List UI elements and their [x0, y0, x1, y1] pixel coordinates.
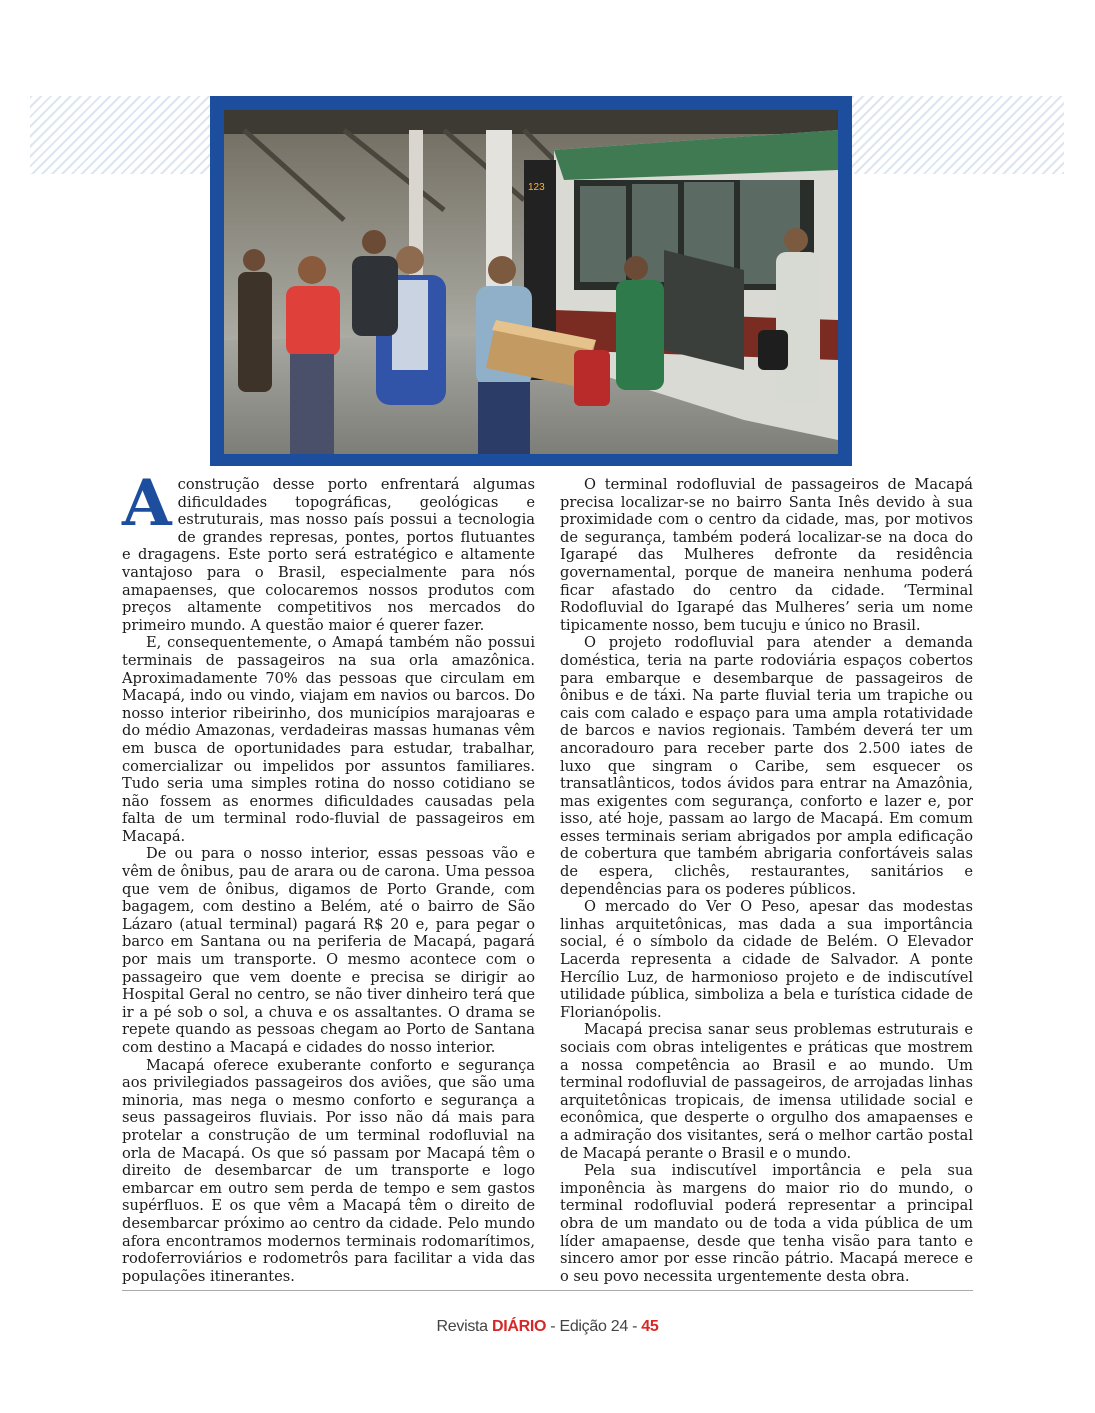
- footer-divider: [122, 1290, 973, 1291]
- footer-prefix: Revista: [436, 1318, 492, 1335]
- article-paragraph: Macapá precisa sanar seus problemas estruturais e sociais com obras inteligentes e práticas que mostrem a nossa competência ao Brasil e ao mundo. Um terminal rodofluvial de passageiros, de arrojadas linhas arquitetônicas tropicais, de imensa utilidade social e econômica, que desperte o orgulho dos amapaenses e a admiração dos visitantes, será o melhor cartão postal de Macapá perante o Brasil e o mundo.: [560, 1021, 973, 1162]
- decorative-stripes-left: [30, 96, 212, 174]
- article-paragraph: E, consequentemente, o Amapá também não possui terminais de passageiros na sua orla amazônica. Aproximadamente 70% das pessoas que circulam em Macapá, indo ou vindo, viajam em navios ou barcos. Do nosso interior ribeirinho, dos municípios marajoaras e do médio Amazonas, verdadeiras massas humanas vêm em busca de oportunidades para estudar, trabalhar, comercializar ou impelidos por assuntos familiares. Tudo seria uma simples rotina do nosso cotidiano se não fossem as enormes dificuldades causadas pela falta de um terminal rodo-fluvial de passageiros em Macapá.: [122, 634, 535, 845]
- article-photo: [224, 110, 838, 454]
- page-number: 45: [641, 1318, 659, 1335]
- article-paragraph: De ou para o nosso interior, essas pessoas vão e vêm de ônibus, pau de arara ou de carona. Uma pessoa que vem de ônibus, digamos de Porto Grande, com bagagem, com destino a Belém, até o bairro de São Lázaro (atual terminal) pagará R$ 20 e, para pegar o barco em Santana ou na periferia de Macapá, pagará por mais um transporte. O mesmo acontece com o passageiro que vem doente e precisa se dirigir ao Hospital Geral no centro, se não tiver dinheiro terá que ir a pé sob o sol, a chuva e os assaltantes. O drama se repete quando as pessoas chegam ao Porto de Santana com destino a Macapá e cidades do nosso interior.: [122, 845, 535, 1056]
- article-paragraph: [122, 466, 535, 634]
- drop-cap: A: [122, 466, 172, 541]
- page-footer: [0, 1318, 1095, 1336]
- article-paragraph: O terminal rodofluvial de passageiros de Macapá precisa localizar-se no bairro Santa Inês devido à sua proximidade com o centro da cidade, mas, por motivos de segurança, também poderá localizar-se na doca do Igarapé das Mulheres defronte da residência governamental, porque de maneira nenhuma poderá ficar afastado do centro da cidade. ‘Terminal Rodofluvial do Igarapé das Mulheres’ seria um nome tipicamente nosso, bem tucuju e único no Brasil.: [560, 476, 973, 634]
- decorative-stripes-right: [852, 96, 1064, 174]
- footer-brand: DIÁRIO: [491, 1318, 547, 1335]
- footer-edition: - Edição 24 -: [546, 1318, 642, 1335]
- photo-frame: [210, 96, 852, 466]
- article-column-left: [122, 466, 535, 1285]
- bus-route-sign: 123: [528, 182, 545, 193]
- article-paragraph: Macapá oferece exuberante conforto e segurança aos privilegiados passageiros dos aviões, que são uma minoria, mas nega o mesmo conforto e segurança a seus passageiros fluviais. Por isso não dá mais para protelar a construção de um terminal rodofluvial na orla de Macapá. Os que só passam por Macapá têm o direito de desembarcar de um transporte e logo embarcar em outro sem perda de tempo e sem gastos supérfluos. E os que vêm a Macapá têm o direito de desembarcar próximo ao centro da cidade. Pelo mundo afora encontramos modernos terminais rodomarítimos, rodoferroviários e rodometrôs para facilitar a vida das populações itinerantes.: [122, 1056, 535, 1285]
- article-paragraph: Pela sua indiscutível importância e pela sua imponência às margens do maior rio do mundo, o terminal rodofluvial poderá representar a principal obra de um mandato ou de toda a vida pública de um líder amapaense, desde que tenha visão para tanto e sincero amor por esse rincão pátrio. Macapá merece e o seu povo necessita urgentemente desta obra.: [560, 1162, 973, 1285]
- bus-terminal-photo-icon: [224, 110, 838, 454]
- article-paragraph: O projeto rodofluvial para atender a demanda doméstica, teria na parte rodoviária espaços cobertos para embarque e desembarque de passageiros de ônibus e de táxi. Na parte fluvial teria um trapiche ou cais com calado e espaço para uma ampla rotatividade de barcos e navios regionais. Também deverá ter um ancoradouro para receber parte dos 2.500 iates de luxo que singram o Caribe, sem esquecer os transatlânticos, todos ávidos para entrar na Amazônia, mas exigentes com segurança, conforto e lazer e, por isso, até hoje, passam ao largo de Macapá. Em comum esses terminais seriam abrigados por ampla edificação de cobertura que também abrigaria confortáveis salas de espera, clichês, restaurantes, sanitários e dependências para os poderes públicos.: [560, 634, 973, 898]
- article-column-right: [560, 476, 973, 1285]
- paragraph-text: construção desse porto enfrentará algumas dificuldades topográficas, geológicas e estruturais, mas nosso país possui a tecnologia de grandes represas, pontes, portos flutuantes e dragagens. Este porto será estratégico e altamente vantajoso para o Brasil, especialmente para nós amapaenses, que colocaremos nossos produtos com preços altamente competitivos nos mercados do primeiro mundo. A questão maior é querer fazer.: [122, 476, 535, 634]
- article-paragraph: O mercado do Ver O Peso, apesar das modestas linhas arquitetônicas, mas dada a sua importância social, é o símbolo da cidade de Belém. O Elevador Lacerda representa a cidade de Salvador. A ponte Hercílio Luz, de harmonioso projeto e de indiscutível utilidade pública, simboliza a bela e turística cidade de Florianópolis.: [560, 898, 973, 1021]
